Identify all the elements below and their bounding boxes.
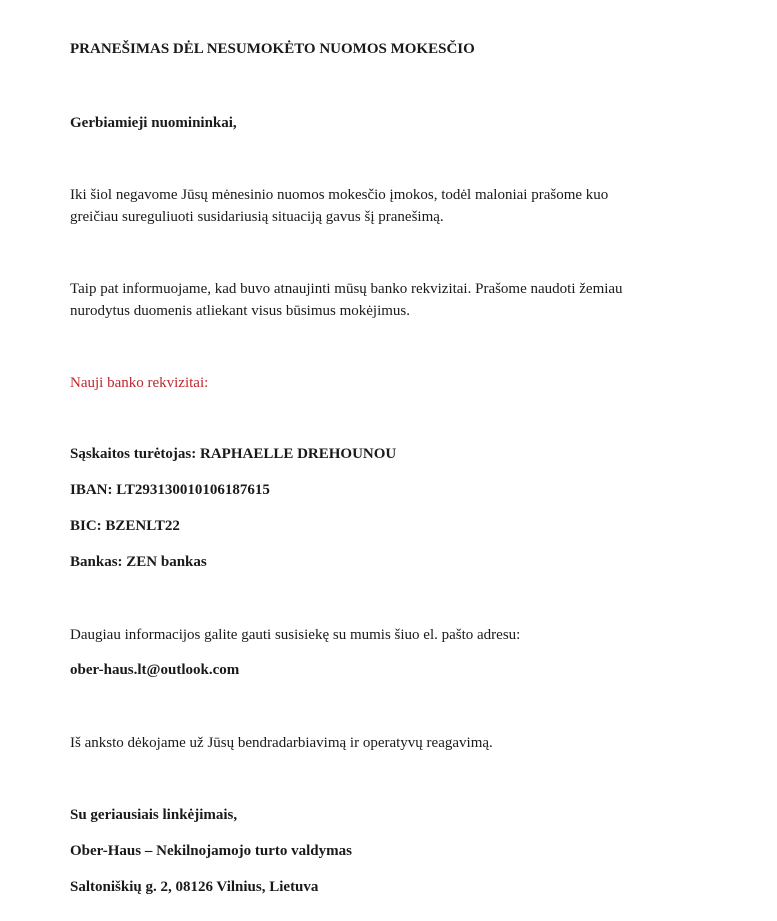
notice-title: PRANEŠIMAS DĖL NESUMOKĖTO NUOMOS MOKESČIO xyxy=(70,41,475,57)
paragraph-1-line-2: greičiau sureguliuoti susidariusią situaciją gavus šį pranešimą. xyxy=(70,209,444,225)
contact-email: ober-haus.lt@outlook.com xyxy=(70,662,240,678)
closing: Su geriausiais linkėjimais, xyxy=(70,807,238,823)
paragraph-1-line-1: Iki šiol negavome Jūsų mėnesinio nuomos mokesčio įmokos, todėl maloniai prašome kuo xyxy=(70,187,609,203)
bank-name: Bankas: ZEN bankas xyxy=(70,554,207,570)
thanks-text: Iš anksto dėkojame už Jūsų bendradarbiavimą ir operatyvų reagavimą. xyxy=(70,735,493,751)
bic: BIC: BZENLT22 xyxy=(70,518,180,534)
paragraph-2-line-2: nurodytus duomenis atliekant visus būsimus mokėjimus. xyxy=(70,303,410,319)
contact-text: Daugiau informacijos galite gauti susisiekę su mumis šiuo el. pašto adresu: xyxy=(70,627,521,643)
iban: IBAN: LT293130010106187615 xyxy=(70,482,270,498)
company-name: Ober-Haus – Nekilnojamojo turto valdymas xyxy=(70,843,352,859)
bank-details-heading: Nauji banko rekvizitai: xyxy=(70,375,209,391)
greeting: Gerbiamieji nuomininkai, xyxy=(70,115,237,131)
account-holder: Sąskaitos turėtojas: RAPHAELLE DREHOUNOU xyxy=(70,446,397,462)
paragraph-2-line-1: Taip pat informuojame, kad buvo atnaujinti mūsų banko rekvizitai. Prašome naudoti žemiau xyxy=(70,281,623,297)
company-address: Saltoniškių g. 2, 08126 Vilnius, Lietuva xyxy=(70,879,319,895)
